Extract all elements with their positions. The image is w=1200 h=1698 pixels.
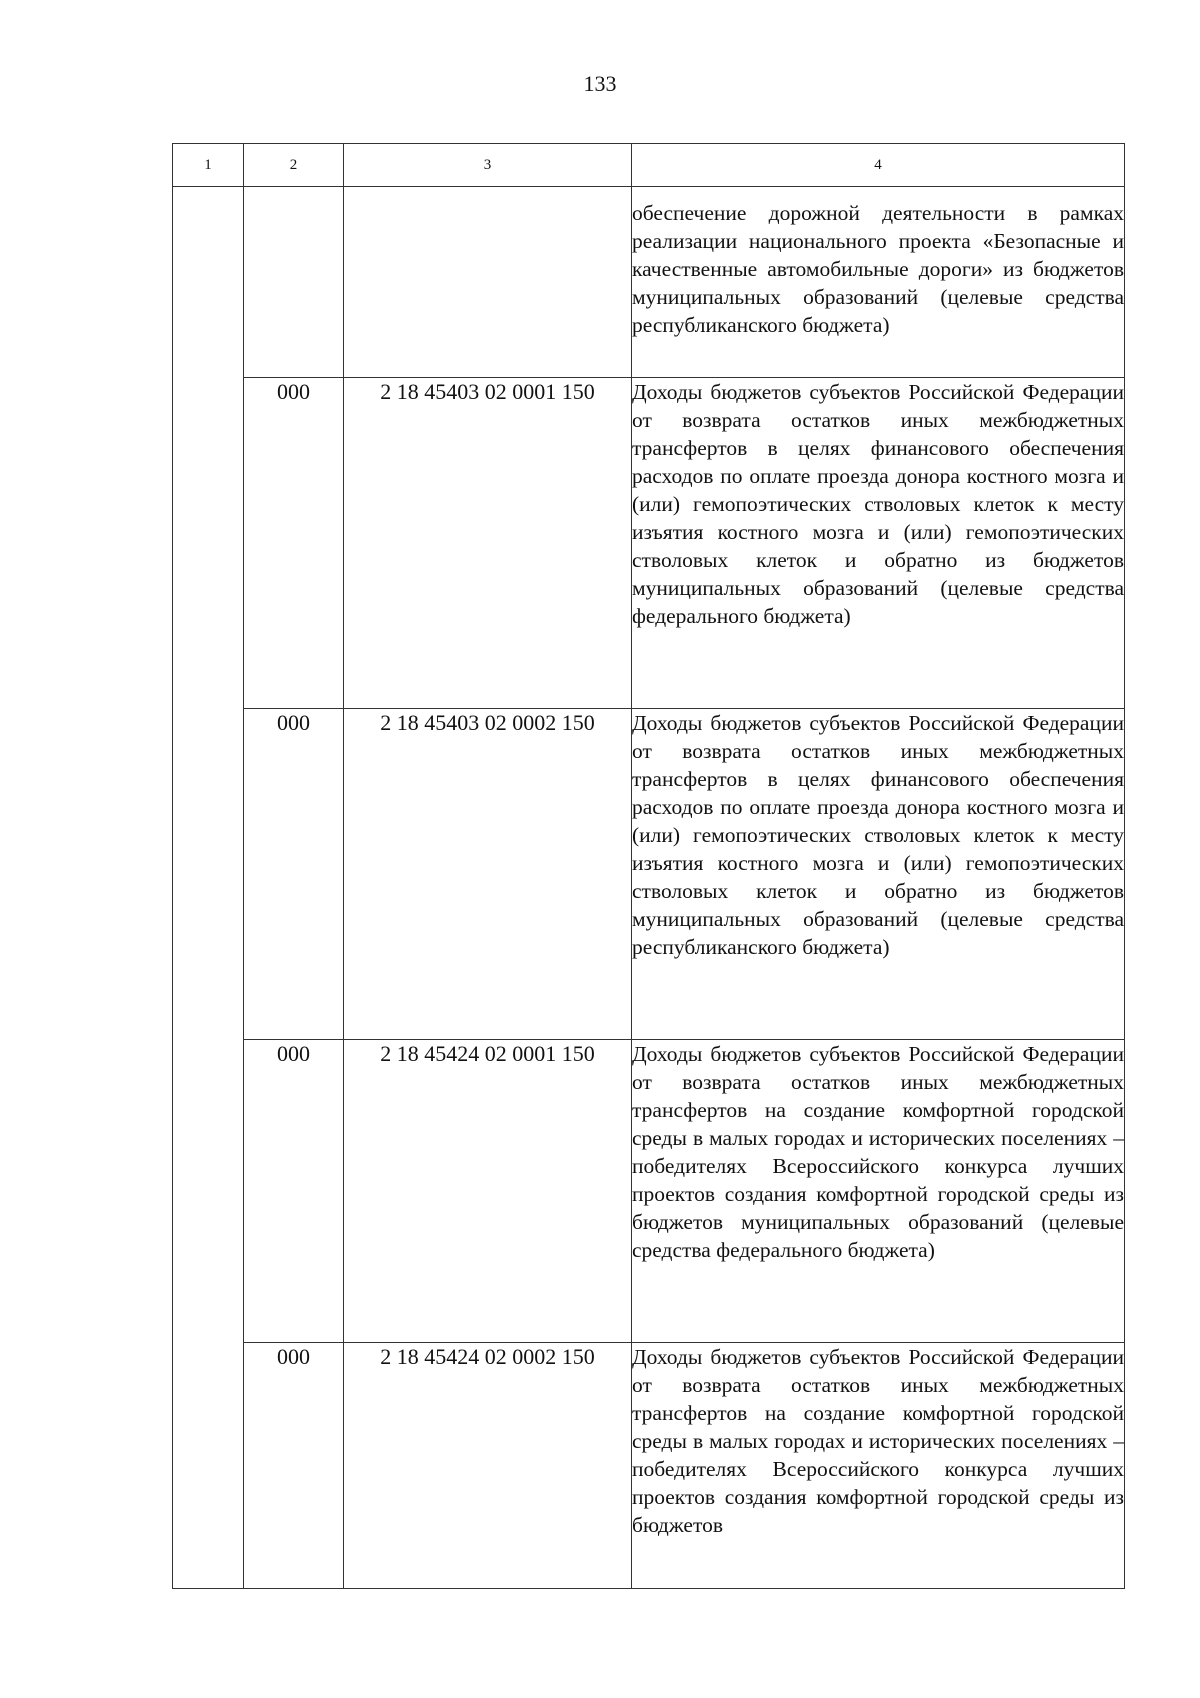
admin-code-cell: 000 <box>244 709 344 1040</box>
revenue-code-cell <box>344 187 632 378</box>
header-col-4: 4 <box>632 144 1125 187</box>
description-cell: Доходы бюджетов субъектов Российской Федерации от возврата остатков иных межбюджетных трансфертов на создание комфортной городской среды в малых городах и исторических поселениях – победителях Всероссийского конкурса лучших проектов создания комфортной городской среды из бюджетов муниципальных образований (целевые средства федерального бюджета) <box>632 1040 1125 1343</box>
table-row <box>173 1343 1125 1589</box>
admin-code-cell: 000 <box>244 1343 344 1589</box>
revenue-code-cell: 2 18 45403 02 0001 150 <box>344 378 632 709</box>
description-cell: обеспечение дорожной деятельности в рамках реализации национального проекта «Безопасные и качественные автомобильные дороги» из бюджетов муниципальных образований (целевые средства республиканского бюджета) <box>632 187 1125 378</box>
merged-cell-col-1 <box>173 187 244 1589</box>
table-body <box>173 187 1125 1589</box>
revenue-code-cell: 2 18 45424 02 0002 150 <box>344 1343 632 1589</box>
header-col-2: 2 <box>244 144 344 187</box>
description-cell: Доходы бюджетов субъектов Российской Федерации от возврата остатков иных межбюджетных трансфертов на создание комфортной городской среды в малых городах и исторических поселениях – победителях Всероссийского конкурса лучших проектов создания комфортной городской среды из бюджетов <box>632 1343 1125 1589</box>
admin-code-cell <box>244 187 344 378</box>
revenue-code-cell: 2 18 45424 02 0001 150 <box>344 1040 632 1343</box>
revenue-code-cell: 2 18 45403 02 0002 150 <box>344 709 632 1040</box>
budget-table <box>172 143 1125 1589</box>
table-row <box>173 709 1125 1040</box>
table-row <box>173 1040 1125 1343</box>
header-col-3: 3 <box>344 144 632 187</box>
admin-code-cell: 000 <box>244 1040 344 1343</box>
header-col-1: 1 <box>173 144 244 187</box>
admin-code-cell: 000 <box>244 378 344 709</box>
page-number: 133 <box>583 71 617 96</box>
table-row <box>173 378 1125 709</box>
description-cell: Доходы бюджетов субъектов Российской Федерации от возврата остатков иных межбюджетных трансфертов в целях финансового обеспечения расходов по оплате проезда донора костного мозга и (или) гемопоэтических стволовых клеток к месту изъятия костного мозга и (или) гемопоэтических стволовых клеток и обратно из бюджетов муниципальных образований (целевые средства федерального бюджета) <box>632 378 1125 709</box>
table-row <box>173 187 1125 378</box>
table-header <box>173 144 1125 187</box>
description-cell: Доходы бюджетов субъектов Российской Федерации от возврата остатков иных межбюджетных трансфертов в целях финансового обеспечения расходов по оплате проезда донора костного мозга и (или) гемопоэтических стволовых клеток к месту изъятия костного мозга и (или) гемопоэтических стволовых клеток и обратно из бюджетов муниципальных образований (целевые средства республиканского бюджета) <box>632 709 1125 1040</box>
